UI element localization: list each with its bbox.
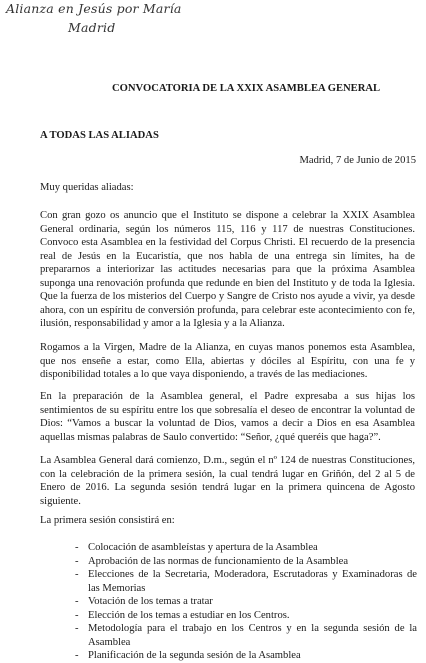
list-item-text: Elección de los temas a estudiar en los Centros. (88, 609, 290, 621)
list-item-text: Planificación de la segunda sesión de la Asamblea (88, 650, 301, 661)
paragraph-3: En la preparación de la Asamblea general, el Padre expresaba a sus hijas los sentimientos de su espíritu entre los que sobresalía el deseo de encontrar la voluntad de Dios: “Vamos a buscar la voluntad de Dios, vamos a decir a Dios en esa Asamblea aquellas mismas palabras de Saulo convertido: “Señor, ¿qué queréis que haga?”. (40, 391, 415, 443)
salutation: Muy queridas aliadas: (40, 182, 134, 193)
bullet-dash: - (75, 596, 79, 607)
paragraph-4: La Asamblea General dará comienzo, D.m., según el nº 124 de nuestras Constituciones, con la celebración de la primera sesión, la cual tendrá lugar en Griñón, del 2 al 5 de Enero de 2016. La segunda sesión tendrá lugar en la primera quincena de Agosto siguiente. (40, 455, 415, 507)
paragraph-2: Rogamos a la Virgen, Madre de la Alianza, en cuyas manos ponemos esta Asamblea, que nos enseñe a estar, como Ella, abiertas y dóciles al Espíritu, con una fe y disponibilidad totales a lo que vaya disponiendo, a través de las mediaciones. (40, 342, 415, 380)
list-item-text: Metodología para el trabajo en los Centros y en la segunda sesión de la Asamblea (88, 623, 417, 648)
list-item (75, 568, 417, 595)
letterhead-line-2: Madrid (68, 20, 116, 35)
list-item-text: Colocación de asambleístas y apertura de la Asamblea (88, 542, 318, 553)
letterhead-line-1: Alianza en Jesús por María (6, 1, 182, 16)
recipient-heading: A TODAS LAS ALIADAS (40, 130, 159, 141)
list-item-text: Aprobación de las normas de funcionamiento de la Asamblea (88, 555, 349, 567)
bullet-dash: - (75, 650, 79, 661)
bullet-dash: - (75, 623, 79, 634)
list-item (75, 555, 417, 569)
list-item (75, 649, 417, 663)
session-items-list (75, 541, 417, 663)
list-item-text: Votación de los temas a tratar (88, 596, 213, 607)
list-item (75, 595, 417, 609)
bullet-dash: - (75, 555, 79, 567)
bullet-dash: - (75, 609, 79, 621)
list-item (75, 609, 417, 623)
bullet-dash: - (75, 542, 79, 553)
letterhead-logo (6, 2, 206, 35)
list-item (75, 622, 417, 649)
bullet-dash: - (75, 569, 79, 580)
list-intro: La primera sesión consistirá en: (40, 515, 175, 526)
document-title: CONVOCATORIA DE LA XXIX ASAMBLEA GENERAL (112, 83, 381, 94)
paragraph-1: Con gran gozo os anuncio que el Instituto se dispone a celebrar la XXIX Asamblea General ordinaria, según los números 115, 116 y 117 de nuestras Constituciones. Convoco esta Asamblea en la festividad del Corpus Christi. El recuerdo de la presencia real de Jesús en la Eucaristía, que nos habla de una entrega sin límites, ha de prepararnos a interiorizar las actitudes necesarias para que la próxima Asamblea suponga una renovación profunda que redunde en bien del Instituto y de toda la Iglesia. Que la fuerza de los misterios del Cuerpo y Sangre de Cristo nos ayude a vivir, ya desde ahora, con un espíritu de conversión profunda, para celebrar este acontecimiento con fe, ilusión, responsabilidad y amor a la Iglesia y a la Alianza. (40, 210, 415, 329)
list-item-text: Elecciones de la Secretaria, Moderadora, Escrutadoras y Examinadoras de las Memorias (88, 569, 417, 594)
list-item (75, 541, 417, 555)
document-date: Madrid, 7 de Junio de 2015 (299, 155, 416, 166)
